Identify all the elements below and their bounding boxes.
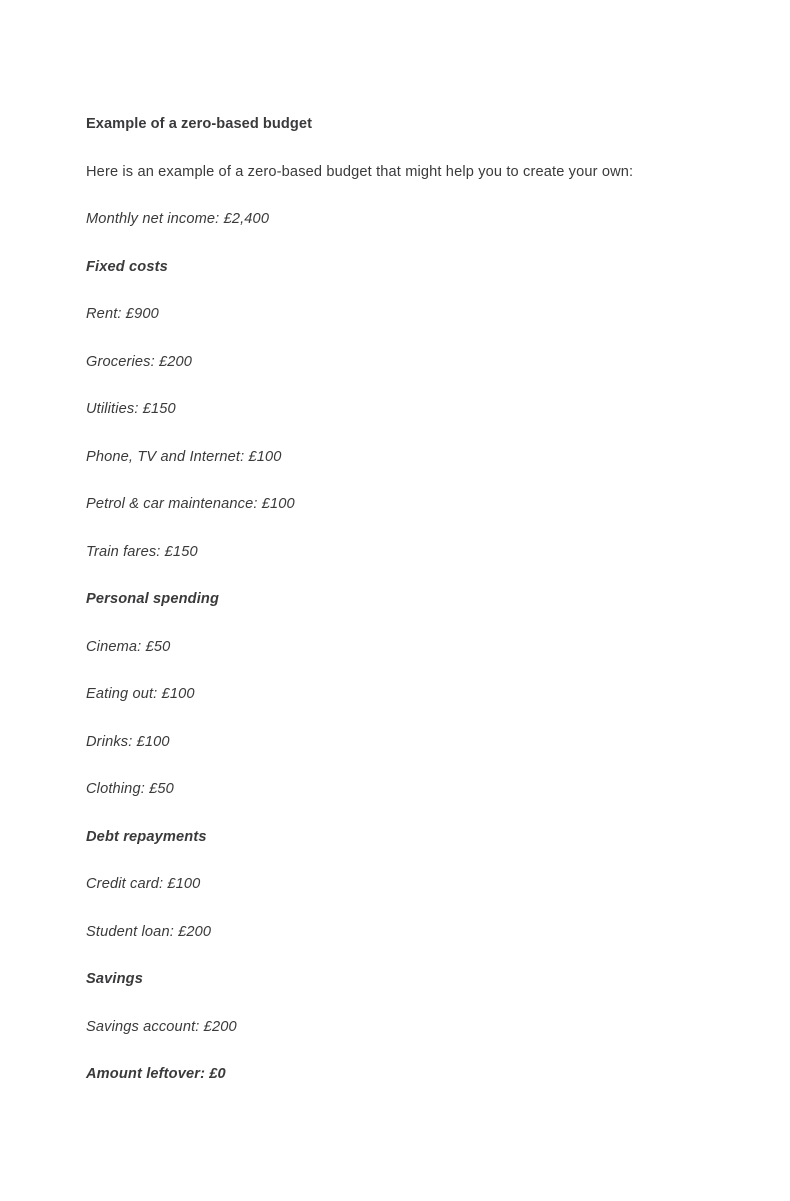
section-heading-savings: Savings xyxy=(86,971,143,987)
section-heading-fixed-costs: Fixed costs xyxy=(86,258,168,275)
budget-item: Eating out: £100 xyxy=(86,686,195,702)
budget-item: Phone, TV and Internet: £100 xyxy=(86,448,282,465)
monthly-net-income-line: Monthly net income: £2,400 xyxy=(86,211,270,227)
budget-item: Credit card: £100 xyxy=(86,876,201,892)
budget-item: Cinema: £50 xyxy=(86,638,171,655)
budget-item: Drinks: £100 xyxy=(86,733,170,750)
amount-leftover-line: Amount leftover: £0 xyxy=(86,1066,226,1082)
budget-item: Savings account: £200 xyxy=(86,1018,237,1035)
intro-paragraph: Here is an example of a zero-based budget that might help you to create your own: xyxy=(86,163,634,180)
budget-item: Student loan: £200 xyxy=(86,923,212,940)
document-body xyxy=(86,113,706,1111)
budget-item: Train fares: £150 xyxy=(86,543,198,560)
budget-item: Utilities: £150 xyxy=(86,401,176,417)
page-title: Example of a zero-based budget xyxy=(86,116,313,132)
budget-item: Rent: £900 xyxy=(86,306,159,322)
budget-item: Clothing: £50 xyxy=(86,781,174,797)
budget-item: Petrol & car maintenance: £100 xyxy=(86,496,295,512)
budget-item: Groceries: £200 xyxy=(86,353,193,370)
section-heading-personal-spending: Personal spending xyxy=(86,591,220,607)
section-heading-debt-repayments: Debt repayments xyxy=(86,828,207,845)
